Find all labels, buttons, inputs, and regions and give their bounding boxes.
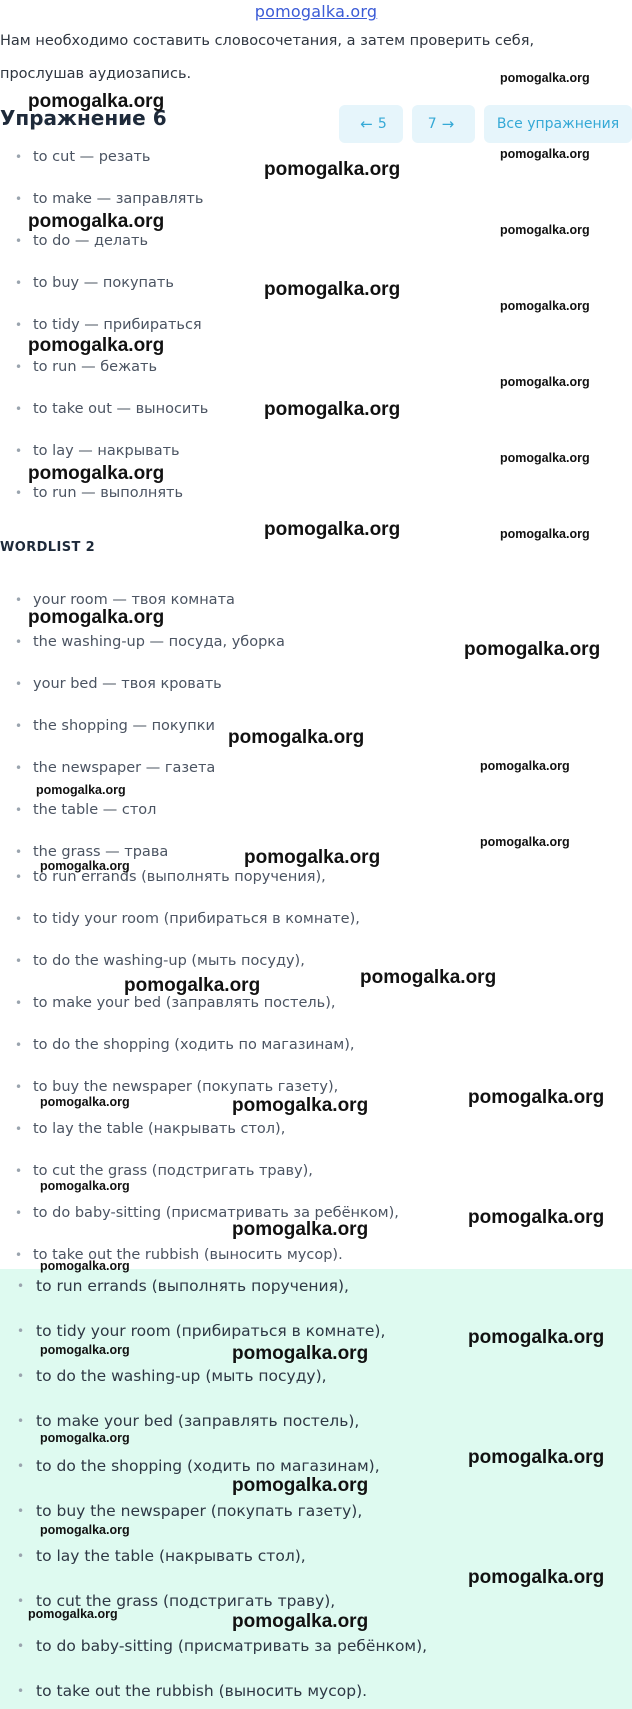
list-item: • to run errands (выполнять поручения), (0, 1277, 632, 1295)
list-item: • to tidy your room (прибираться в комнате), (0, 1322, 632, 1340)
list-item: • the shopping — покупки (0, 717, 632, 735)
next-exercise-label: 7 (427, 116, 437, 132)
exercise-title: Упражнение 6 (0, 106, 167, 130)
list-item: • to tidy — прибираться (0, 316, 632, 334)
exercise-instruction-line-1: Нам необходимо составить словосочетания, а затем проверить себя, (0, 33, 535, 49)
watermark: pomogalka.org (232, 1219, 369, 1240)
list-item: • to buy the newspaper (покупать газету), (0, 1078, 632, 1096)
list-item: • to lay the table (накрывать стол), (0, 1547, 632, 1565)
list-item: • to do baby-sitting (присматривать за ребёнком), (0, 1204, 632, 1222)
watermark: pomogalka.org (28, 607, 165, 628)
watermark: pomogalka.org (40, 1431, 130, 1445)
watermark: pomogalka.org (28, 463, 165, 484)
watermark: pomogalka.org (28, 1607, 118, 1621)
list-item: • to tidy your room (прибираться в комнате), (0, 910, 632, 928)
watermark: pomogalka.org (264, 519, 401, 540)
watermark: pomogalka.org (232, 1343, 369, 1364)
arrow-right-icon: → (441, 115, 455, 133)
list-item: • the washing-up — посуда, уборка (0, 633, 632, 651)
watermark: pomogalka.org (28, 91, 165, 112)
phrases-list (0, 868, 632, 1264)
exercise-instruction-line-2: прослушав аудиозапись. (0, 66, 192, 82)
watermark: pomogalka.org (232, 1095, 369, 1116)
watermark: pomogalka.org (28, 211, 165, 232)
watermark: pomogalka.org (36, 783, 126, 797)
list-item: • to do the washing-up (мыть посуду), (0, 952, 632, 970)
wordlist-2-heading: WORDLIST 2 (0, 540, 96, 555)
wordlist-1 (0, 148, 632, 502)
watermark: pomogalka.org (360, 967, 497, 988)
list-item: • to make — заправлять (0, 190, 632, 208)
list-item: • to take out the rubbish (выносить мусор). (0, 1682, 632, 1700)
site-logo-link[interactable]: pomogalka.org (254, 2, 378, 21)
watermark: pomogalka.org (244, 847, 381, 868)
list-item: • to buy — покупать (0, 274, 632, 292)
watermark: pomogalka.org (124, 975, 261, 996)
list-item: • to buy the newspaper (покупать газету), (0, 1502, 632, 1520)
list-item: • to lay the table (накрывать стол), (0, 1120, 632, 1138)
list-item: • to cut the grass (подстригать траву), (0, 1162, 632, 1180)
watermark: pomogalka.org (40, 859, 130, 873)
list-item: • the newspaper — газета (0, 759, 632, 777)
watermark: pomogalka.org (40, 1343, 130, 1357)
watermark: pomogalka.org (468, 1447, 605, 1468)
watermark: pomogalka.org (232, 1475, 369, 1496)
watermark: pomogalka.org (28, 335, 165, 356)
list-item: • to do the washing-up (мыть посуду), (0, 1367, 632, 1385)
list-item: • the grass — трава (0, 843, 632, 861)
list-item: • to do the shopping (ходить по магазинам), (0, 1036, 632, 1054)
watermark: pomogalka.org (500, 147, 590, 161)
prev-exercise-button[interactable] (339, 105, 403, 143)
watermark: pomogalka.org (40, 1179, 130, 1193)
watermark: pomogalka.org (40, 1259, 130, 1273)
watermark: pomogalka.org (228, 727, 365, 748)
prev-exercise-label: 5 (377, 116, 387, 132)
list-item: • to take out — выносить (0, 400, 632, 418)
list-item: • to do baby-sitting (присматривать за ребёнком), (0, 1637, 632, 1655)
list-item: • to make your bed (заправлять постель), (0, 994, 632, 1012)
list-item: • your room — твоя комната (0, 591, 632, 609)
list-item: • to take out the rubbish (выносить мусор). (0, 1246, 632, 1264)
list-item: • to make your bed (заправлять постель), (0, 1412, 632, 1430)
watermark: pomogalka.org (464, 639, 601, 660)
watermark: pomogalka.org (264, 399, 401, 420)
list-item: • to lay — накрывать (0, 442, 632, 460)
watermark: pomogalka.org (468, 1087, 605, 1108)
watermark: pomogalka.org (480, 835, 570, 849)
list-item: • to run errands (выполнять поручения), (0, 868, 632, 886)
watermark: pomogalka.org (40, 1523, 130, 1537)
watermark: pomogalka.org (264, 279, 401, 300)
watermark: pomogalka.org (468, 1207, 605, 1228)
list-item: • to run — бежать (0, 358, 632, 376)
all-exercises-label: Все упражнения (496, 116, 620, 132)
list-item: • to run — выполнять (0, 484, 632, 502)
watermark: pomogalka.org (500, 375, 590, 389)
list-item: • to do — делать (0, 232, 632, 250)
watermark: pomogalka.org (500, 451, 590, 465)
watermark: pomogalka.org (468, 1327, 605, 1348)
watermark: pomogalka.org (500, 299, 590, 313)
list-item: • to cut the grass (подстригать траву), (0, 1592, 632, 1610)
watermark: pomogalka.org (500, 527, 590, 541)
watermark: pomogalka.org (468, 1567, 605, 1588)
list-item: • to cut — резать (0, 148, 632, 166)
wordlist-2 (0, 591, 632, 861)
list-item: • to do the shopping (ходить по магазинам), (0, 1457, 632, 1475)
watermark: pomogalka.org (500, 223, 590, 237)
arrow-left-icon: ← (360, 115, 373, 133)
watermark: pomogalka.org (232, 1611, 369, 1632)
watermark: pomogalka.org (40, 1095, 130, 1109)
next-exercise-button[interactable] (412, 105, 475, 143)
watermark: pomogalka.org (480, 759, 570, 773)
all-exercises-button[interactable] (484, 105, 632, 143)
watermark: pomogalka.org (500, 71, 590, 85)
list-item: • your bed — твоя кровать (0, 675, 632, 693)
list-item: • the table — стол (0, 801, 632, 819)
watermark: pomogalka.org (264, 159, 401, 180)
